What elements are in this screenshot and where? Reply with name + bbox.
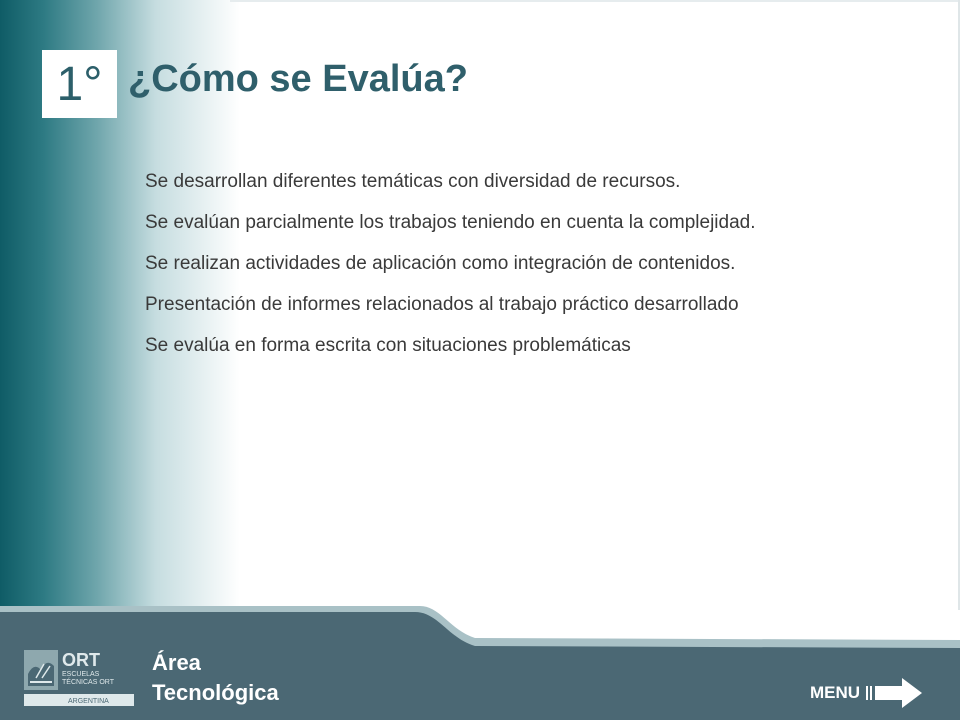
area-line2: Tecnológica — [152, 680, 279, 705]
list-item: Se evalúan parcialmente los trabajos teniendo en cuenta la complejidad. — [145, 212, 756, 233]
level-label: 1° — [56, 57, 103, 111]
level-badge — [42, 50, 117, 118]
menu-button[interactable] — [810, 676, 926, 710]
logo-country: ARGENTINA — [68, 698, 109, 705]
ort-logo — [24, 648, 134, 708]
logo-subtitle2: TÉCNICAS ORT — [62, 679, 114, 686]
right-arrow-icon — [864, 676, 926, 710]
top-divider — [230, 0, 960, 2]
evaluation-list — [145, 168, 775, 373]
menu-label: MENU — [810, 683, 861, 702]
area-line1: Área — [152, 650, 201, 675]
list-item: Se evalúa en forma escrita con situaciones problemáticas — [145, 335, 631, 356]
list-item: Se realizan actividades de aplicación como integración de contenidos. — [145, 253, 736, 274]
list-item: Presentación de informes relacionados al trabajo práctico desarrollado — [145, 294, 739, 315]
slide-title: ¿Cómo se Evalúa? — [128, 58, 468, 100]
area-label — [152, 648, 279, 708]
list-item: Se desarrollan diferentes temáticas con diversidad de recursos. — [145, 171, 681, 192]
logo-brand: ORT — [62, 650, 100, 670]
logo-subtitle1: ESCUELAS — [62, 671, 100, 678]
tree-logo-icon — [24, 650, 58, 690]
